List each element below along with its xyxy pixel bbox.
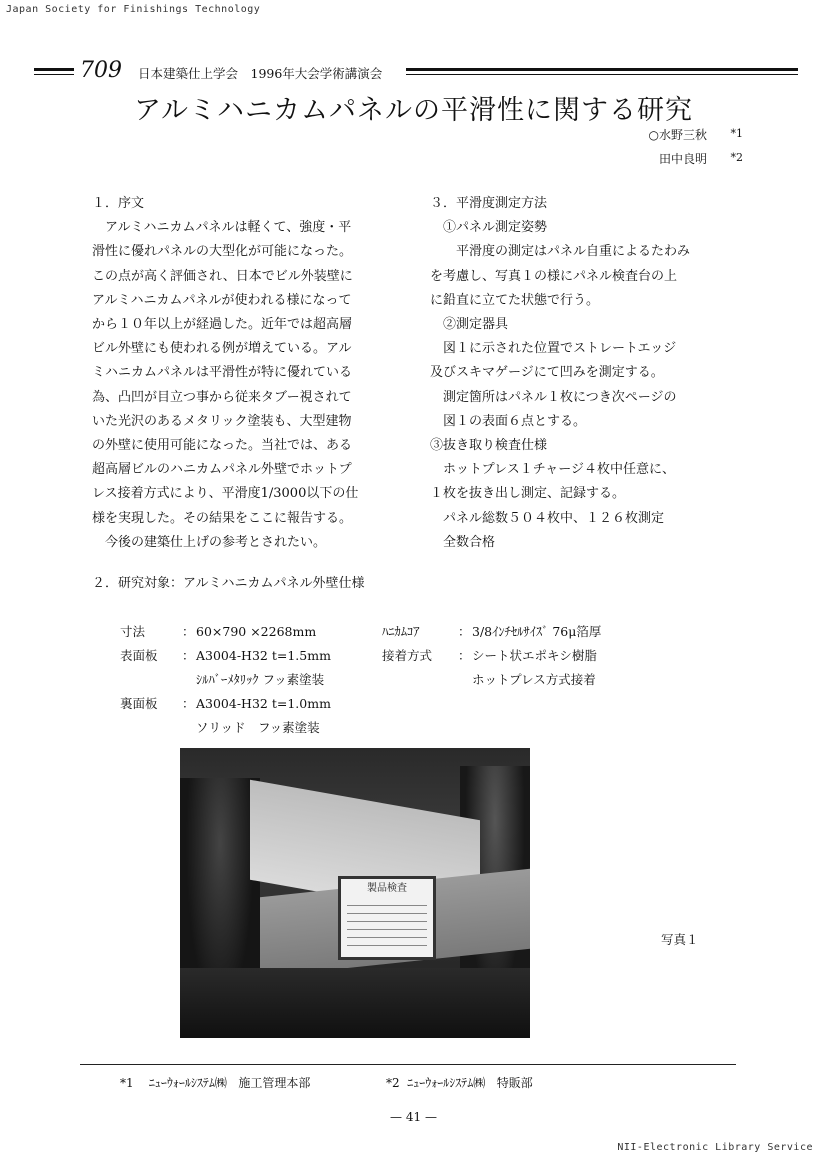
body-line: 全数合格 [443, 534, 496, 550]
spec-key [120, 716, 182, 740]
method-section [430, 192, 740, 555]
author-2-note: *2 [730, 151, 743, 164]
intro-body [92, 216, 397, 555]
author-name: 田中良明 [658, 152, 707, 166]
spec-key [120, 668, 182, 692]
spec-row [120, 668, 370, 692]
footnote-org: ﾆｭｰｳｫｰﾙｼｽﾃﾑ㈱ [407, 1076, 486, 1090]
spec-row [120, 620, 370, 644]
footer-label: NII-Electronic Library Service [617, 1142, 813, 1153]
spec-row [382, 668, 642, 692]
body-line: 及びスキマゲージにて凹みを測定する。 [430, 365, 664, 381]
paper-title: アルミハニカムパネルの平滑性に関する研究 [134, 95, 693, 126]
body-line: ③抜き取り検査仕様 [430, 438, 548, 454]
spec-value: シート状エポキシ樹脂 [472, 648, 597, 663]
inspection-photo [180, 748, 530, 1038]
spec-colon: ： [458, 648, 471, 663]
spec-row [120, 644, 370, 668]
header-rule-right [406, 68, 798, 71]
spec-row [120, 716, 370, 740]
spec-key [382, 668, 458, 692]
section-heading: ３．平滑度測定方法 [430, 196, 548, 211]
author-2 [659, 150, 707, 167]
section-heading: １．序文 [92, 196, 145, 211]
spec-value: 3/8ｲﾝﾁｾﾙｻｲｽﾞ 76μ箔厚 [472, 624, 602, 639]
body-line: パネル総数５０４枚中、１２６枚測定 [443, 510, 665, 526]
body-line: 図１に示された位置でストレートエッジ [443, 341, 677, 357]
body-line: 今後の建築仕上げの参考とされたい。 [105, 534, 327, 550]
spec-row [382, 620, 642, 644]
body-line: ミハニカムパネルは平滑性が特に優れている [92, 365, 353, 381]
section-2-heading: ２．研究対象：アルミハニカムパネル外壁仕様 [92, 576, 365, 591]
author-1-note: *1 [730, 127, 743, 140]
spec-key: 表面板 [120, 648, 158, 663]
body-line: 平滑度の測定はパネル自重によるたわみ [456, 244, 691, 260]
sign-lines [347, 898, 427, 946]
footnote-dept: 施工管理本部 [238, 1076, 311, 1090]
header-rule-left [34, 68, 74, 71]
body-line: 滑性に優れパネルの大型化が可能になった。 [92, 244, 353, 260]
intro-section [92, 192, 397, 555]
footnote-org: ﾆｭｰｳｫｰﾙｼｽﾃﾑ㈱ [148, 1076, 227, 1090]
body-line: から１０年以上が経過した。近年では超高層 [92, 317, 353, 333]
body-line: この点が高く評価され、日本でビル外装壁に [92, 268, 353, 284]
body-line: ②測定器具 [443, 317, 509, 333]
author-name: ○水野三秋 [648, 128, 707, 142]
photo-caption: 写真１ [661, 932, 699, 947]
page-number: — 41 — [390, 1110, 437, 1124]
sign-title: 製品検査 [367, 883, 407, 894]
spec-key: 接着方式 [382, 648, 433, 663]
spec-table-right [382, 620, 642, 692]
spec-table-left [120, 620, 370, 740]
spec-value: ソリッド フッ素塗装 [196, 720, 320, 735]
body-line: ①パネル測定姿勢 [443, 220, 548, 236]
spec-row [120, 692, 370, 716]
footnote-rule [80, 1064, 736, 1065]
session-number: 709 [80, 58, 122, 83]
spec-colon [182, 716, 196, 740]
body-line: いた光沢のあるメタリック塗装も、大型建物 [92, 413, 352, 429]
spec-key: 寸法 [120, 624, 146, 639]
author-1 [649, 126, 707, 143]
method-body [430, 216, 740, 555]
footnote-mark: *2 [386, 1076, 400, 1090]
spec-colon: ： [182, 696, 195, 711]
inspection-sign [338, 876, 436, 960]
body-line: ビル外壁にも使われる例が増えている。アル [92, 341, 352, 357]
spec-colon [458, 668, 472, 692]
header-rule-left-thin [34, 74, 74, 75]
spec-colon [182, 668, 196, 692]
body-line: アルミハニカムパネルは軽くて、強度・平 [105, 220, 352, 236]
spec-colon: ： [182, 648, 195, 663]
body-line: １枚を抜き出し測定、記録する。 [430, 486, 626, 502]
body-line: ホットプレス１チャージ４枚中任意に、 [443, 462, 676, 478]
header-rule-right-thin [406, 74, 798, 75]
body-line: を考慮し、写真１の様にパネル検査台の上 [430, 268, 678, 284]
body-line: 超高層ビルのハニカムパネル外壁でホットプ [92, 462, 352, 478]
body-line: レス接着方式により、平滑度1/3000以下の仕 [92, 486, 359, 502]
spec-colon: ： [182, 624, 195, 639]
conference-name: 日本建築仕上学会 1996年大会学術講演会 [138, 66, 383, 81]
body-line: に鉛直に立てた状態で行う。 [430, 292, 600, 308]
footnote-2 [386, 1074, 533, 1091]
spec-row [382, 644, 642, 668]
body-line: 測定箇所はパネル１枚につき次ページの [443, 389, 677, 405]
source-label: Japan Society for Finishings Technology [6, 4, 261, 15]
body-line: の外壁に使用可能になった。当社では、ある [92, 438, 353, 454]
body-line: 様を実現した。その結果をここに報告する。 [92, 510, 353, 526]
footnote-dept: 特販部 [496, 1076, 533, 1090]
spec-value: ホットプレス方式接着 [472, 672, 596, 687]
spec-value: A3004-H32 t=1.0mm [196, 696, 331, 711]
photo-floor [180, 968, 530, 1038]
spec-value: ｼﾙﾊﾞｰﾒﾀﾘｯｸ フッ素塗装 [196, 672, 325, 687]
body-line: 図１の表面６点とする。 [443, 413, 587, 429]
footnote-1 [120, 1074, 310, 1091]
spec-value: A3004-H32 t=1.5mm [196, 648, 331, 663]
footnote-mark: *1 [120, 1076, 134, 1090]
body-line: 為、凸凹が目立つ事から従来タブー視されて [92, 389, 352, 405]
spec-colon: ： [458, 624, 471, 639]
body-line: アルミハニカムパネルが使われる様になって [92, 292, 352, 308]
spec-key: ﾊﾆｶﾑｺｱ [382, 624, 420, 639]
spec-key: 裏面板 [120, 696, 158, 711]
spec-value: 60×790 ×2268mm [196, 624, 317, 639]
